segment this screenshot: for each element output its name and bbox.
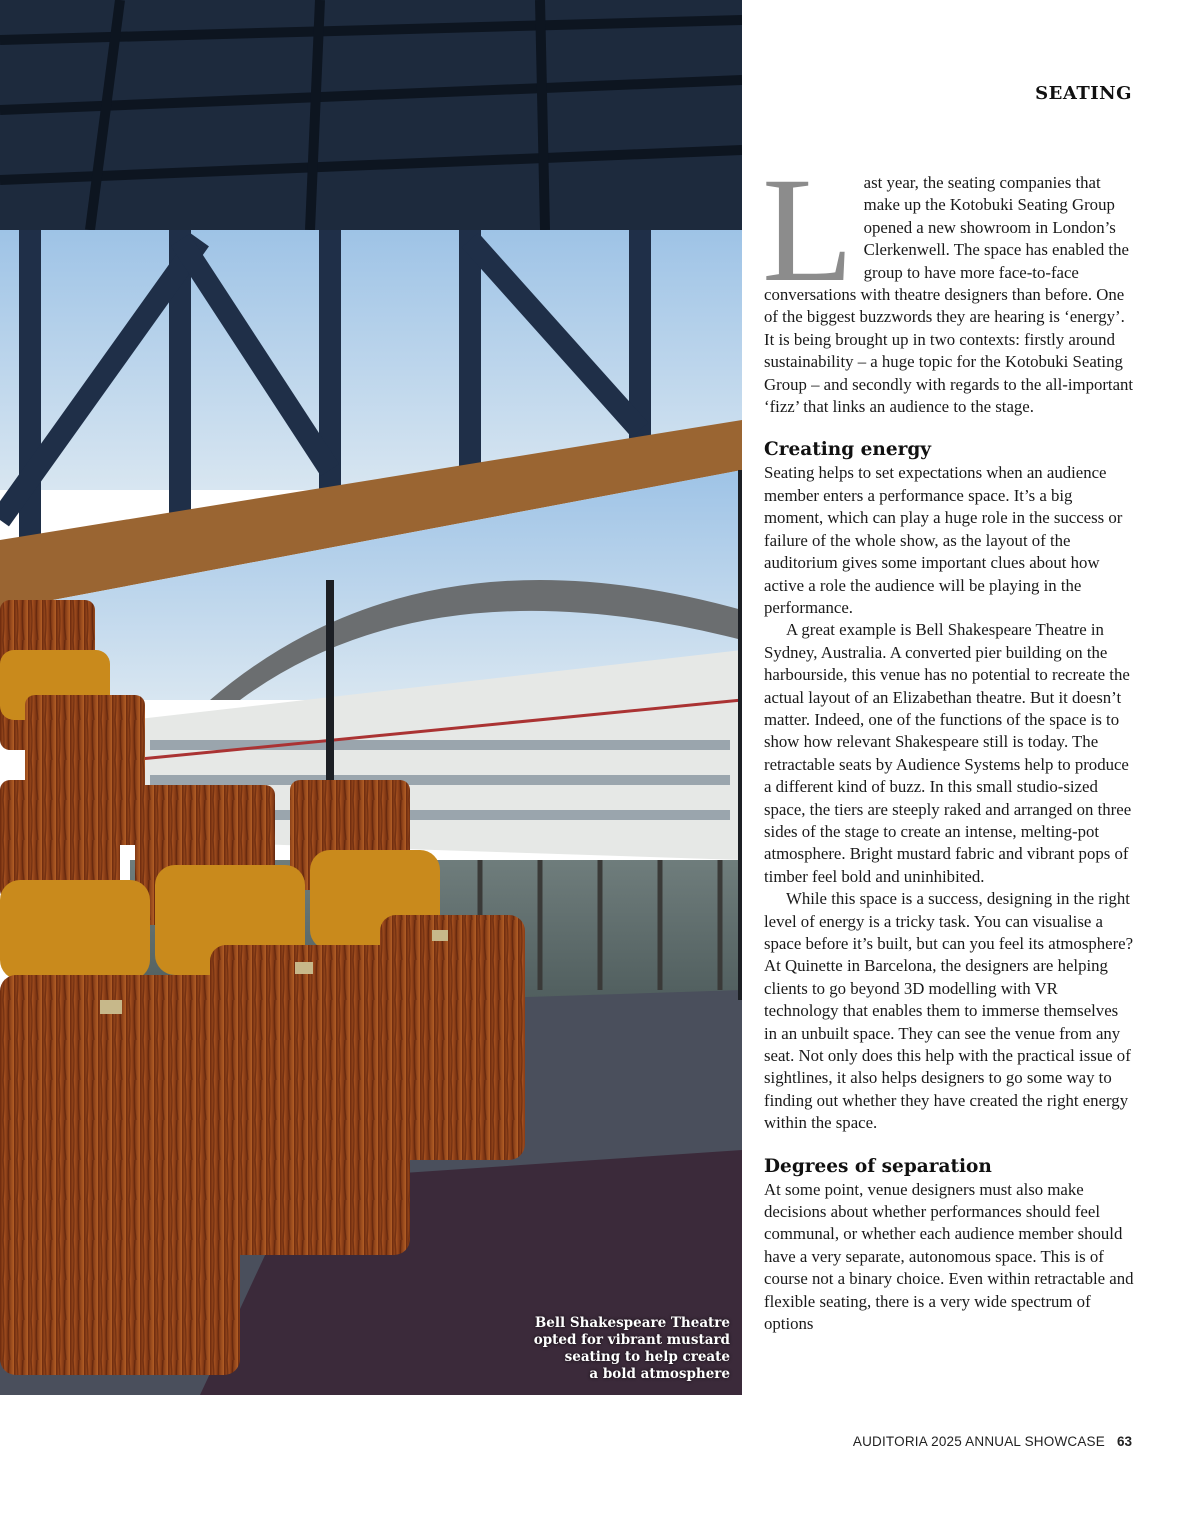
page-number: 63 bbox=[1116, 1434, 1132, 1449]
body-paragraph: Seating helps to set expectations when an audience member enters a performance space. It’s a big moment, which can play a huge role in the success or failure of the whole show, as the layout of the auditorium gives some important clues about how active a role the audience will be playing in the performance. bbox=[764, 463, 1123, 617]
subheading-creating-energy: Creating energy bbox=[764, 439, 932, 461]
body-paragraph: While this space is a success, designing in the right level of energy is a tricky task. You can visualise a space before it’s built, but can you feel its atmosphere? At Quinette in Barcelona, the designers are helping clients to go beyond 3D modelling with VR technology that enables them to immerse themselves in an unbuilt space. They can see the venue from any seat. Not only does this help with the practical issue of sightlines, it also helps designers to go some way to finding out whether they have created the right energy within the space. bbox=[764, 889, 1134, 1133]
page-footer bbox=[853, 1434, 1132, 1449]
caption-line: a bold atmosphere bbox=[589, 1366, 730, 1382]
caption-line: seating to help create bbox=[564, 1349, 730, 1365]
section-label: SEATING bbox=[1035, 83, 1132, 104]
body-paragraph: A great example is Bell Shakespeare Theatre in Sydney, Australia. A converted pier building on the harbourside, this venue has no potential to recreate the actual layout of an Elizabethan theatre. But it doesn’t matter. Indeed, one of the functions of the space is to show how relevant Shakespeare still is today. The retractable seats by Audience Systems help to produce a different kind of buzz. In this small studio-sized space, the tiers are steeply raked and arranged on three sides of the stage to create an intense, melting-pot atmosphere. Bright mustard fabric and vibrant pops of timber feel bold and uninhibited. bbox=[764, 620, 1132, 886]
body-paragraph: At some point, venue designers must also make decisions about whether performances should feel communal, or whether each audience member should have a very separate, autonomous space. This is of course not a binary choice. Even within retractable and flexible seating, there is a very wide spectrum of options bbox=[764, 1179, 1134, 1334]
publication-name: AUDITORIA 2025 ANNUAL SHOWCASE bbox=[852, 1434, 1105, 1449]
caption-line: opted for vibrant mustard bbox=[533, 1332, 730, 1348]
intro-text: ast year, the seating companies that make up the Kotobuki Seating Group opened a new showroom in London’s Clerkenwell. The space has enabled the group to have more face-to-face conversations with theatre designers than before. One of the biggest buzzwords they are hearing is ‘energy’. It is being brought up in two contexts: firstly around sustainability – a huge topic for the Kotobuki Seating Group – and secondly with regards to the all-important ‘fizz’ that links an audience to the stage. bbox=[764, 173, 1134, 417]
caption-line: Bell Shakespeare Theatre bbox=[534, 1315, 730, 1331]
photo-caption bbox=[490, 1315, 730, 1383]
subheading-degrees-of-separation: Degrees of separation bbox=[764, 1155, 992, 1177]
drop-cap: L bbox=[762, 147, 854, 313]
intro-paragraph bbox=[762, 147, 1134, 418]
article-body bbox=[762, 147, 1134, 1336]
